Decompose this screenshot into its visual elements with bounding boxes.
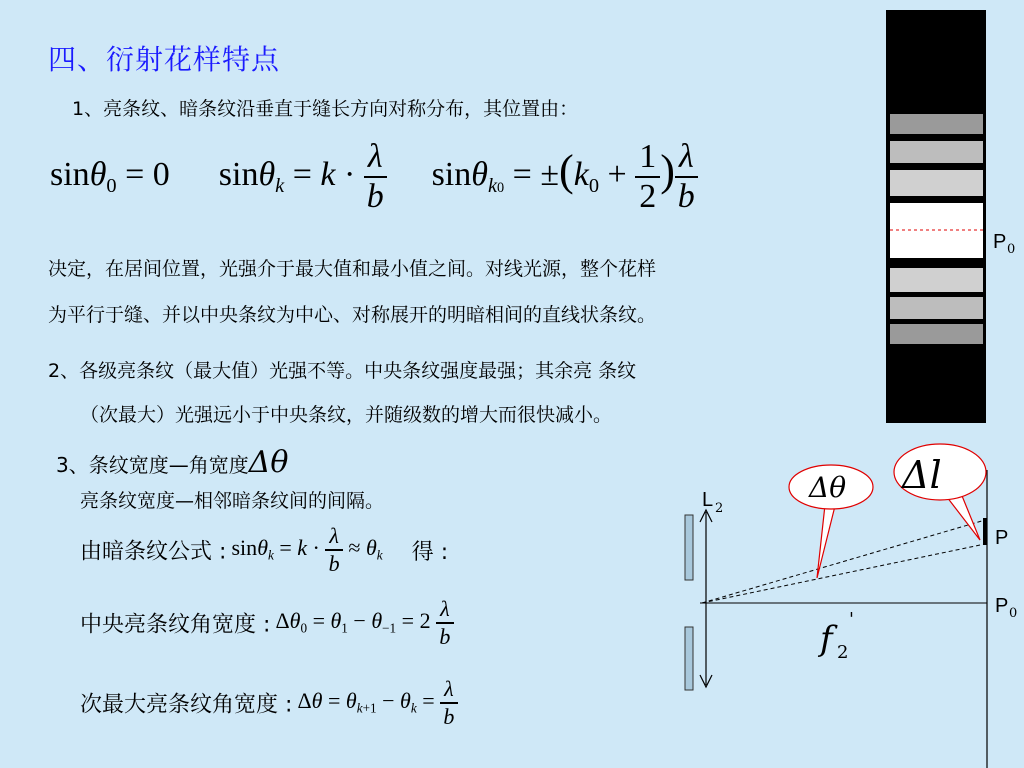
slit-plate-bottom bbox=[685, 627, 693, 690]
item3-heading-text: 3、条纹宽度—角宽度 bbox=[56, 453, 249, 477]
fringe-band bbox=[890, 268, 983, 292]
diffraction-pattern bbox=[886, 10, 1024, 425]
fringe-mark bbox=[983, 518, 987, 545]
focal-prime: ' bbox=[849, 609, 854, 630]
bubble-small-text: Δθ bbox=[809, 471, 847, 504]
equation-central-width: 中央亮条纹角宽度 : $\Delta\theta_0 = \theta_1 - \theta_{-1} = 2$ $\frac{\lambda}{b}$ bbox=[80, 598, 454, 648]
slit-plate-top bbox=[685, 515, 693, 580]
item1-cont2: 为平行于缝、并以中央条纹为中心、对称展开的明暗相间的直线状条纹。 bbox=[48, 304, 657, 326]
focal-sub: 2 bbox=[837, 642, 849, 663]
item2-line2: （次最大）光强远小于中央条纹，并随级数的增大而很快减小。 bbox=[80, 404, 613, 426]
focal-label: f bbox=[820, 619, 833, 659]
fringe-band bbox=[890, 141, 983, 163]
point-p0-label: P bbox=[995, 595, 1009, 617]
fringe-band bbox=[890, 170, 983, 196]
equation-secondary-width: 次最大亮条纹角宽度 : $\Delta\theta = \theta_{k+1} - \theta_k$ = $\frac{\lambda}{b}$ bbox=[80, 678, 458, 728]
eq-sin-theta0: sinθ$_0$ = 0 bbox=[50, 155, 170, 197]
item1-cont1: 决定，在居间位置，光强介于最大值和最小值之间。对线光源，整个花样 bbox=[48, 258, 657, 280]
item1-text: 1、亮条纹、暗条纹沿垂直于缝长方向对称分布，其位置由： bbox=[72, 98, 579, 120]
page-title: 四、衍射花样特点 bbox=[48, 43, 281, 76]
eq1-result: 得 : bbox=[411, 539, 449, 565]
eq1-label: 由暗条纹公式 : bbox=[80, 539, 227, 565]
eq-sin-thetak: sinθ$_k$ = k · $\frac{\lambda}{b}$ bbox=[219, 156, 387, 193]
point-p0-sub: 0 bbox=[1009, 606, 1018, 621]
p0-label: P bbox=[993, 231, 1007, 253]
point-p-label: P bbox=[995, 527, 1009, 549]
ray-upper bbox=[702, 520, 985, 603]
eq3-label: 次最大亮条纹角宽度 : bbox=[80, 692, 293, 718]
fringe-band bbox=[890, 324, 983, 344]
lens-diagram bbox=[640, 440, 1024, 768]
fringe-band bbox=[890, 297, 983, 319]
ray-lower bbox=[702, 544, 985, 603]
equation-row-1 bbox=[50, 140, 698, 214]
eq2-label: 中央亮条纹角宽度 : bbox=[80, 612, 271, 638]
item3-heading bbox=[56, 445, 289, 480]
p0-sub: 0 bbox=[1007, 242, 1016, 257]
item2-line1: 2、各级亮条纹（最大值）光强不等。中央条纹强度最强；其余亮 条纹 bbox=[48, 360, 637, 382]
delta-theta-symbol: Δθ bbox=[248, 445, 289, 480]
eq-sin-thetak0: $\sin\theta_{k0} = \pm(k_0$ + $\frac{1}{2}$ ) $\frac{\lambda}{b}$ bbox=[432, 156, 698, 193]
fringe-band bbox=[890, 114, 983, 134]
bubble-large-text: Δl bbox=[902, 453, 942, 497]
equation-dark-fringe: 由暗条纹公式 : sinθ$_k$ = k · $\frac{\lambda}{b}$ ≈ $\theta_k$ 得 : bbox=[80, 523, 449, 576]
lens-label: L bbox=[702, 489, 714, 511]
lens-sub: 2 bbox=[715, 501, 724, 516]
item3-desc: 亮条纹宽度—相邻暗条纹间的间隔。 bbox=[80, 490, 385, 512]
